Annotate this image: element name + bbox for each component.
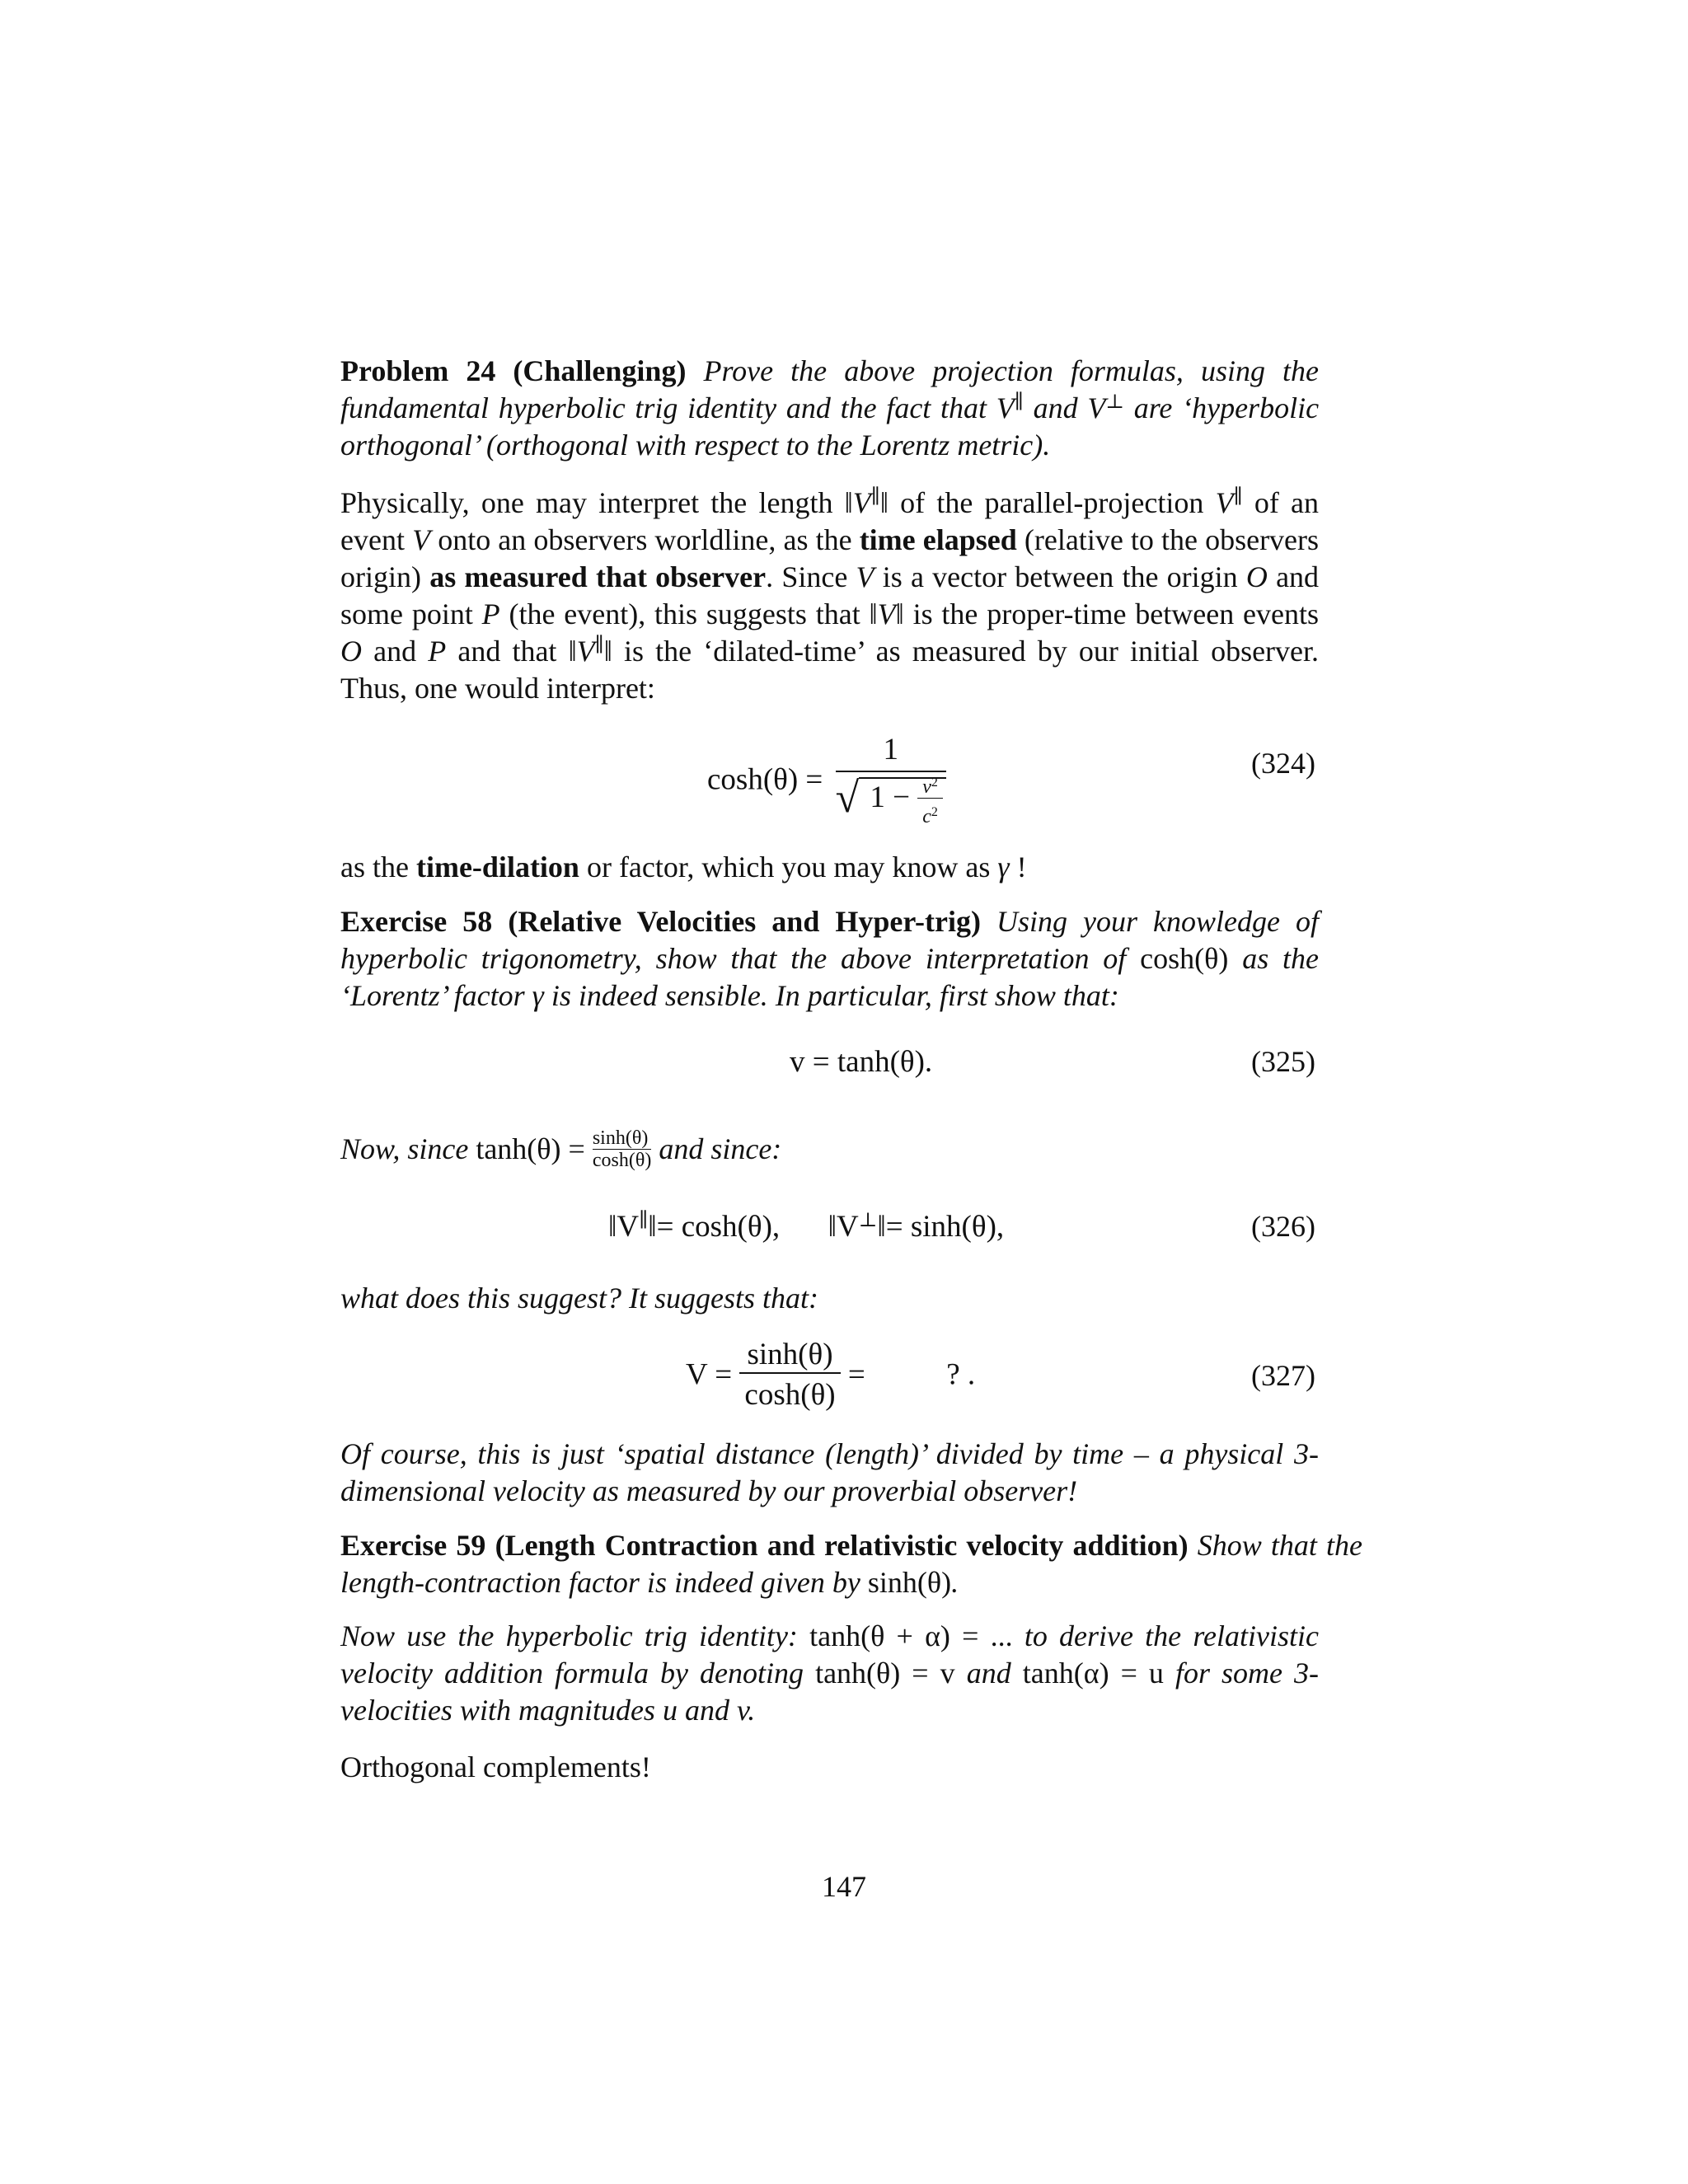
problem-24-label: Problem 24 (Challenging): [340, 354, 687, 387]
equation-number-325: (325): [1251, 1045, 1315, 1078]
now-since-line: Now, since tanh(θ) = $\frac{\sinh(\theta)}{\cosh(\theta)}$ and since:: [340, 1127, 782, 1171]
as-measured-bold: as measured that observer: [429, 560, 767, 593]
exercise-58: Exercise 58 (Relative Velocities and Hyper-trig) Using your knowledge of hyperbolic trigonometry, show that the above interpretation of cosh(θ) as the ‘Lorentz’ factor γ is indeed sensible. In particular, first show that:: [340, 905, 1320, 1012]
v-perp: V⊥: [1087, 391, 1124, 424]
equation-327: V = $\frac{\sinh(\theta)}{\cosh(\theta)}$ = ? .: [686, 1338, 976, 1412]
equation-326: ‖V∥‖= cosh(θ), ‖V⊥‖= sinh(θ),: [608, 1210, 1005, 1244]
suggest-line: what does this suggest? It suggests that:: [340, 1282, 819, 1315]
problem-24: Problem 24 (Challenging) Prove the above projection formulas, using the fundamental hyperbolic trig identity and the fact that V∥ and V⊥ are ‘hyperbolic orthogonal’ (orthogonal with respect to the Lorentz metric).: [340, 354, 1320, 462]
equation-number-327: (327): [1251, 1359, 1315, 1392]
page-number: 147: [822, 1870, 866, 1903]
time-dilation-line: as the time-dilation or factor, which you may know as γ !: [340, 851, 1027, 883]
equation-325: v = tanh(θ).: [790, 1045, 933, 1079]
orthogonal-complements: Orthogonal complements!: [340, 1750, 651, 1783]
equation-number-326: (326): [1251, 1210, 1315, 1243]
exercise-58-label: Exercise 58 (Relative Velocities and Hyper-trig): [340, 905, 981, 938]
physically-paragraph: Physically, one may interpret the length ‖V∥‖ of the parallel-projection V∥ of an event V onto an observers worldline, as the time elapsed (relative to the observers origin) as measured that observer. Since V is a vector between the origin O and some point P (the event), this suggests that ‖V‖ is the proper-time between events O and P and that ‖V∥‖ is the ‘dilated-time’ as measured by our initial observer. Thus, one would interpret:: [340, 486, 1320, 705]
of-course-paragraph: Of course, this is just ‘spatial distance (length)’ divided by time – a physical 3-dimensional velocity as measured by our proverbial observer!: [340, 1437, 1319, 1507]
exercise-59-label: Exercise 59 (Length Contraction and relativistic velocity addition): [340, 1529, 1189, 1562]
v-parallel: V∥: [996, 391, 1024, 424]
equation-number-324: (324): [1251, 747, 1315, 780]
now-use-paragraph: Now use the hyperbolic trig identity: tanh(θ + α) = ... to derive the relativistic velocity addition formula by denoting tanh(θ) = v and tanh(α) = u for some 3-velocities with magnitudes u and v.: [340, 1619, 1320, 1727]
equation-324: cosh(θ) = 1 √ 1 − $\frac{v^2}{c^2}$: [707, 732, 951, 827]
exercise-59: Exercise 59 (Length Contraction and relativistic velocity addition) Show that the length-contraction factor is indeed given by sinh(θ).: [340, 1529, 1362, 1599]
time-elapsed-bold: time elapsed: [859, 523, 1017, 556]
